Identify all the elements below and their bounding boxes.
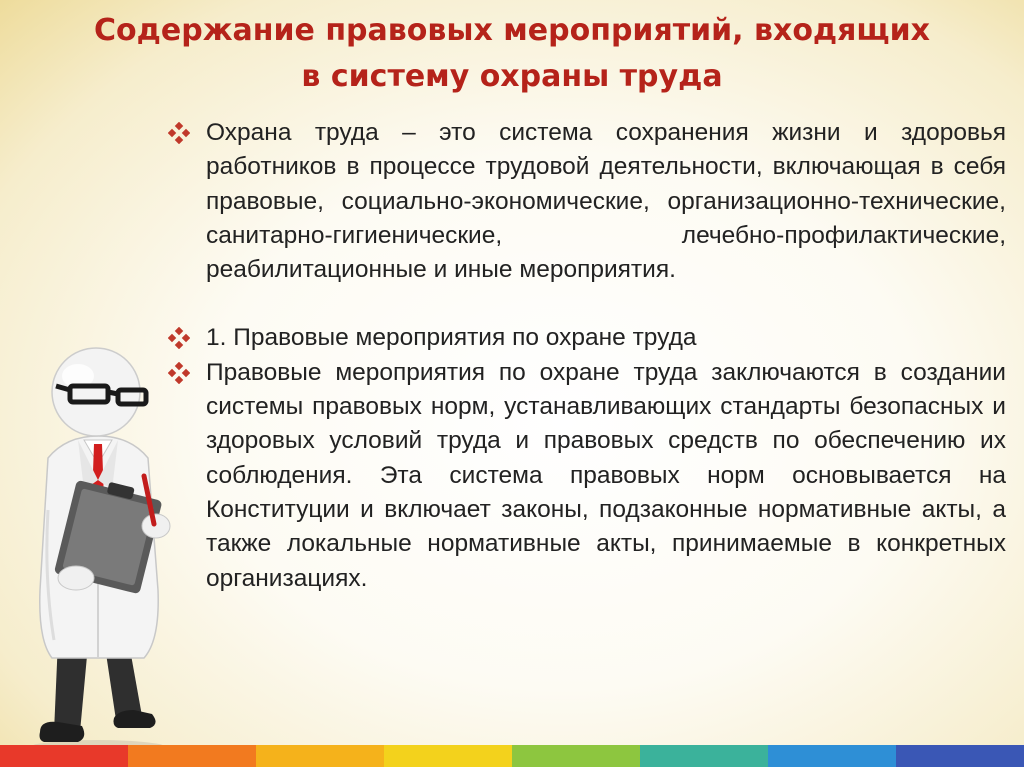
stripe-yellow <box>384 745 512 767</box>
diamond-bullet-icon <box>168 122 190 144</box>
slide-title-line-2: в систему охраны труда <box>301 59 723 94</box>
stripe-green <box>512 745 640 767</box>
slide-title-line-1: Содержание правовых мероприятий, входящих <box>94 13 930 48</box>
list-item <box>168 321 1006 355</box>
stripe-amber <box>256 745 384 767</box>
list-item <box>168 356 1006 596</box>
stripe-teal <box>640 745 768 767</box>
stripe-orange <box>128 745 256 767</box>
stripe-indigo <box>896 745 1024 767</box>
slide-title <box>0 8 1024 100</box>
color-stripe-bar <box>0 745 1024 767</box>
bullet-text: 1. Правовые мероприятия по охране труда <box>206 324 697 352</box>
bullet-text: Охрана труда – это система сохранения жизни и здоровья работников в процессе трудовой деятельности, включающая в себя правовые, социально-экономические, организационно-технические, санитарно-гигиенические, лечебно-профилактические, реабилитационные и иные мероприятия. <box>206 119 1006 284</box>
bullet-list <box>168 116 1006 596</box>
list-item <box>168 116 1006 287</box>
doctor-figure-illustration <box>18 340 188 760</box>
stripe-blue <box>768 745 896 767</box>
stripe-red <box>0 745 128 767</box>
bullet-text: Правовые мероприятия по охране труда заключаются в создании системы правовых норм, устанавливающих стандарты безопасных и здоровых условий труда и правовых средств по обеспечению их соблюдения. Эта система правовых норм основывается на Конституции и включает законы, подзаконные нормативные акты, а также локальные нормативные акты, принимаемые в конкретных организациях. <box>206 358 1006 592</box>
